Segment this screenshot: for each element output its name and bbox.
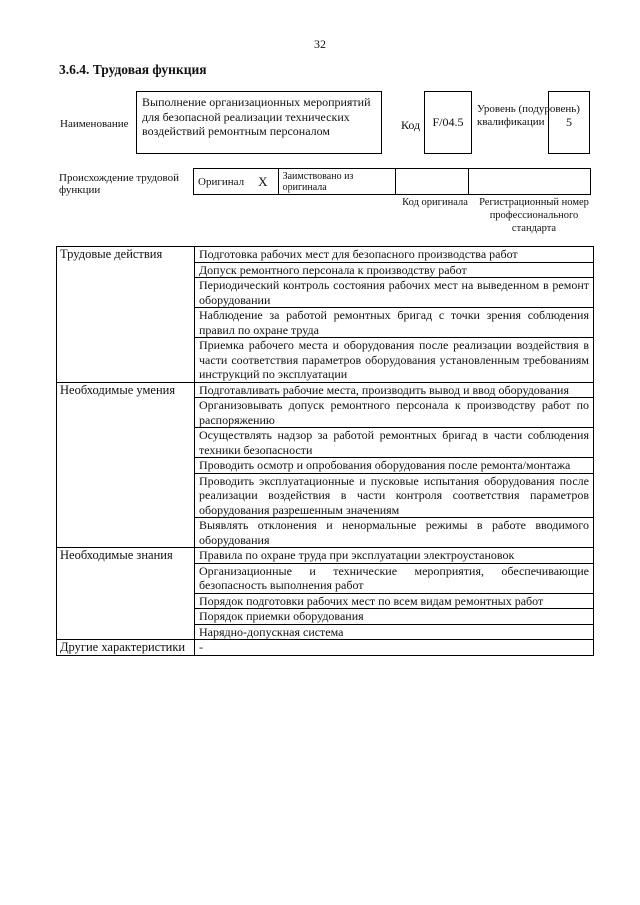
table-row bbox=[57, 548, 594, 564]
borrowed-label: Заимствовано из оригинала bbox=[278, 169, 395, 195]
item-cell: Порядок подготовки рабочих мест по всем видам ремонтных работ bbox=[195, 593, 594, 609]
competency-table bbox=[56, 246, 594, 656]
item-cell: Правила по охране труда при эксплуатации электроустановок bbox=[195, 548, 594, 564]
category-cell: Трудовые действия bbox=[57, 247, 195, 383]
original-label: Оригинал bbox=[194, 169, 249, 195]
original-mark: X bbox=[248, 169, 278, 195]
item-cell: Приемка рабочего места и оборудования после реализации воздействия в части соответствия параметров оборудования установленным требованиям инструкций по эксплуатации bbox=[195, 338, 594, 383]
item-cell: Периодический контроль состояния рабочих мест на выведенном в ремонт оборудовании bbox=[195, 278, 594, 308]
item-cell: Осуществлять надзор за работой ремонтных бригад в части соблюдения техники безопасности bbox=[195, 428, 594, 458]
origin-table bbox=[193, 168, 591, 195]
code-label: Код bbox=[401, 118, 421, 132]
name-label: Наименование bbox=[60, 118, 129, 130]
table-row bbox=[57, 640, 594, 656]
table-row bbox=[57, 247, 594, 263]
item-cell: Допуск ремонтного персонала к производству работ bbox=[195, 262, 594, 278]
item-cell: Проводить осмотр и опробования оборудования после ремонта/монтажа bbox=[195, 458, 594, 474]
item-cell: Подготавливать рабочие места, производить вывод и ввод оборудования bbox=[195, 382, 594, 398]
section-title: 3.6.4. Трудовая функция bbox=[59, 62, 207, 77]
item-cell: Подготовка рабочих мест для безопасного производства работ bbox=[195, 247, 594, 263]
code-original-cell bbox=[395, 169, 468, 195]
code-original-label: Код оригинала bbox=[402, 197, 468, 208]
item-cell: Нарядно-допускная система bbox=[195, 624, 594, 640]
code-box bbox=[424, 91, 472, 154]
category-cell: Необходимые умения bbox=[57, 382, 195, 548]
function-name-box: Выполнение организационных мероприятий для безопасной реализации технических воздействий ремонтным персоналом bbox=[136, 91, 382, 154]
table-row bbox=[57, 382, 594, 398]
level-value: 5 bbox=[566, 115, 572, 129]
origin-label: Происхождение трудовой функции bbox=[59, 172, 180, 196]
item-cell: Организовывать допуск ремонтного персонала к производству работ по распоряжению bbox=[195, 398, 594, 428]
code-value: F/04.5 bbox=[432, 115, 464, 129]
reg-number-label: Регистрационный номер профессионального стандарта bbox=[479, 197, 589, 234]
category-cell: Необходимые знания bbox=[57, 548, 195, 640]
item-cell: Организационные и технические мероприятия, обеспечивающие безопасность выполнения работ bbox=[195, 563, 594, 593]
item-cell: Выявлять отклонения и ненормальные режимы в работе вводимого оборудования bbox=[195, 518, 594, 548]
page-number: 32 bbox=[314, 37, 326, 51]
reg-number-cell bbox=[468, 169, 590, 195]
item-cell: - bbox=[195, 640, 594, 656]
category-cell: Другие характеристики bbox=[57, 640, 195, 656]
level-box bbox=[548, 91, 590, 154]
item-cell: Проводить эксплуатационные и пусковые испытания оборудования после реализации воздействия в части контроля соответствия параметров оборудования разрешенным значениям bbox=[195, 473, 594, 518]
level-label: Уровень (подуровень) квалификации bbox=[477, 103, 580, 128]
item-cell: Наблюдение за работой ремонтных бригад с точки зрения соблюдения правил по охране труда bbox=[195, 308, 594, 338]
item-cell: Порядок приемки оборудования bbox=[195, 609, 594, 625]
